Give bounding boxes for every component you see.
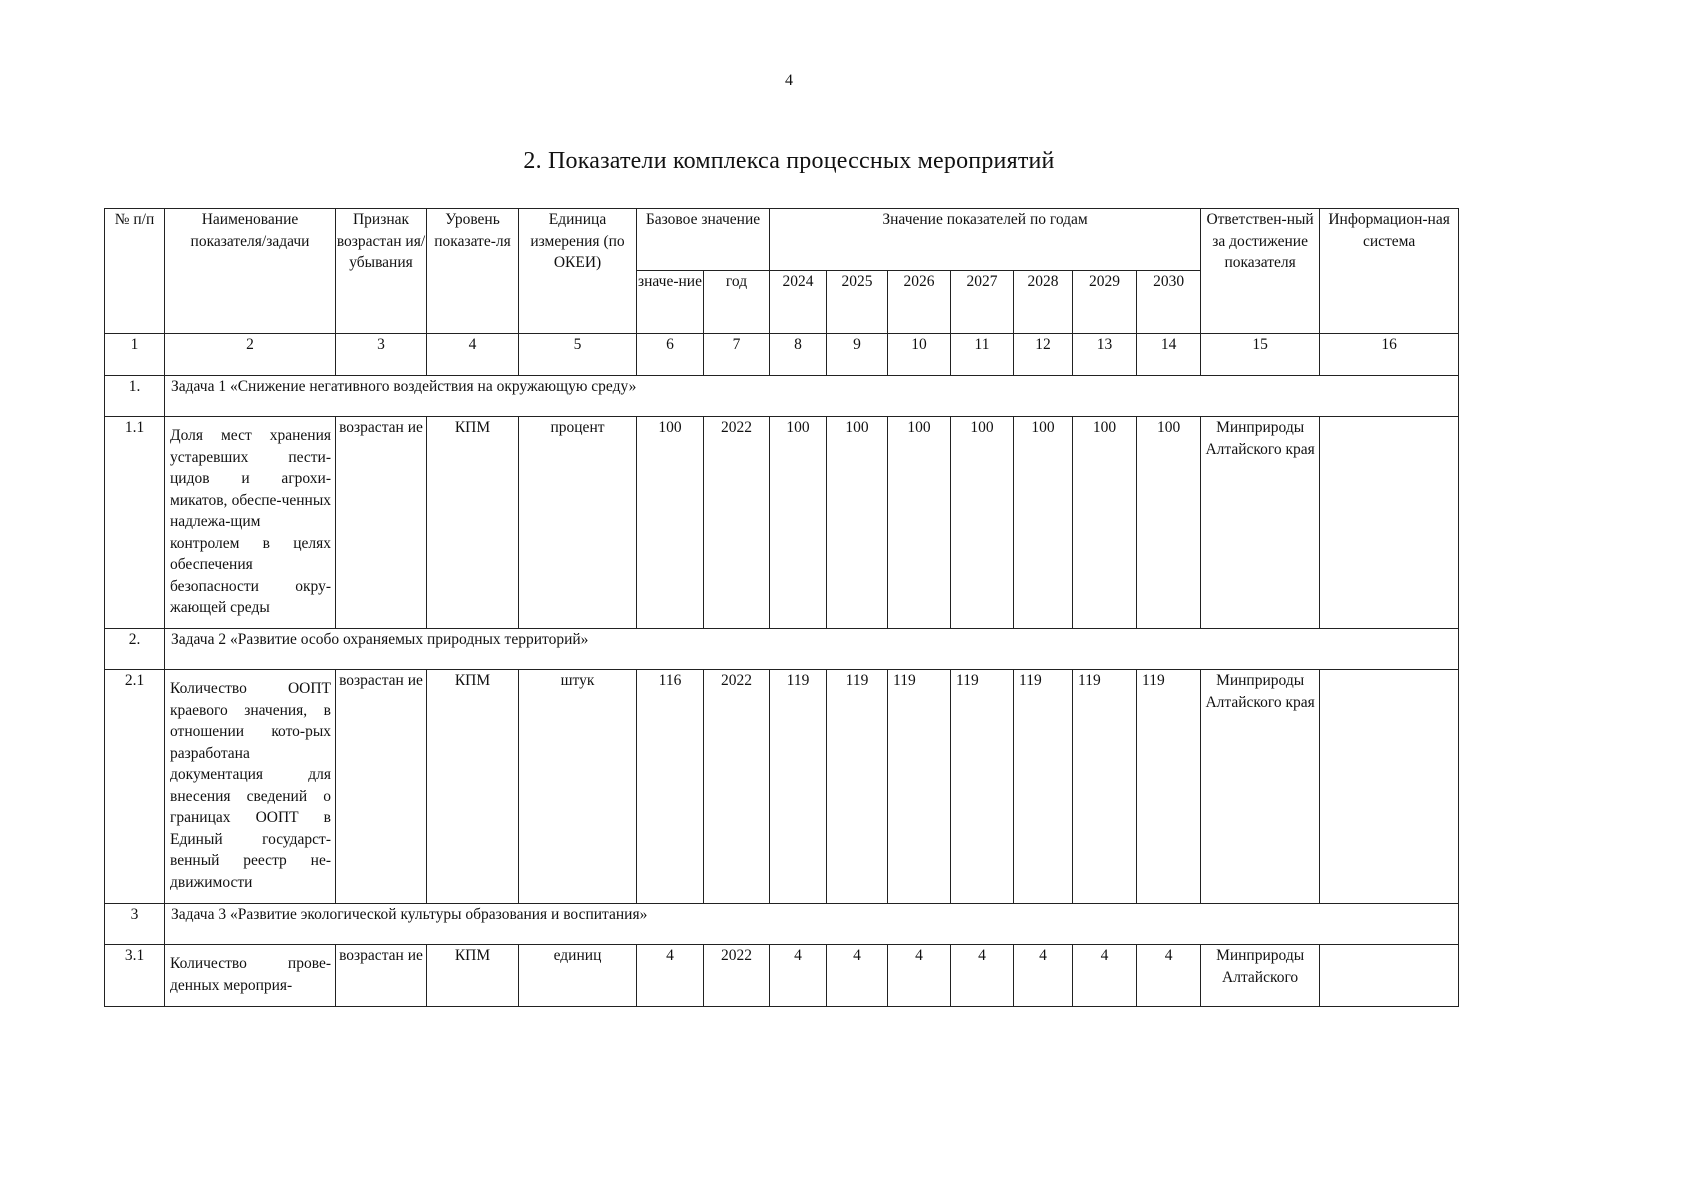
indicator-level: КПМ [427,417,519,629]
indicator-base-value: 4 [637,945,704,1007]
indicator-base-value: 116 [637,670,704,904]
indicator-row [105,945,1459,1007]
task-title: Задача 1 «Снижение негативного воздействия на окружающую среду» [165,376,1459,417]
indicator-name: Количество ООПТ краевого значения, в отношении кото-рых разработана документация для внесения сведений о границах ООПТ в Единый государст-венный реестр не-движимости [165,670,336,904]
column-number: 10 [888,334,951,376]
task-title: Задача 2 «Развитие особо охраняемых природных территорий» [165,629,1459,670]
column-number: 15 [1201,334,1320,376]
header-name: Наименование показателя/задачи [165,209,336,334]
header-info-system: Информацион-ная система [1320,209,1459,334]
header-year: 2028 [1014,271,1073,334]
indicator-name: Количество прове-денных мероприя- [165,945,336,1007]
indicator-value: 119 [888,670,951,904]
column-number: 11 [951,334,1014,376]
indicator-value: 4 [888,945,951,1007]
indicator-value: 4 [951,945,1014,1007]
task-row [105,376,1459,417]
header-year: 2027 [951,271,1014,334]
indicator-level: КПМ [427,670,519,904]
column-number: 6 [637,334,704,376]
task-number: 3 [105,904,165,945]
header-base: Базовое значение [637,209,770,271]
page-title: 2. Показатели комплекса процессных мероприятий [523,148,1055,174]
indicator-row [105,670,1459,904]
indicator-value: 119 [1137,670,1201,904]
indicator-responsible: Минприроды Алтайского края [1201,670,1320,904]
column-number: 8 [770,334,827,376]
indicator-value: 100 [1073,417,1137,629]
indicators-table [104,208,1459,1007]
task-row [105,904,1459,945]
task-title: Задача 3 «Развитие экологической культуры образования и воспитания» [165,904,1459,945]
task-number: 2. [105,629,165,670]
indicator-number: 1.1 [105,417,165,629]
task-number: 1. [105,376,165,417]
header-row [105,209,1459,271]
indicator-base-year: 2022 [704,945,770,1007]
column-number: 7 [704,334,770,376]
indicator-level: КПМ [427,945,519,1007]
indicator-row [105,417,1459,629]
column-number: 9 [827,334,888,376]
column-number: 3 [336,334,427,376]
indicator-value: 4 [770,945,827,1007]
header-year: 2025 [827,271,888,334]
column-number: 12 [1014,334,1073,376]
indicator-value: 100 [1014,417,1073,629]
indicator-base-year: 2022 [704,670,770,904]
header-base-value: значе-ние [637,271,704,334]
indicator-value: 119 [951,670,1014,904]
column-number: 4 [427,334,519,376]
indicator-unit: процент [519,417,637,629]
indicator-value: 119 [827,670,888,904]
header-year: 2024 [770,271,827,334]
header-year: 2029 [1073,271,1137,334]
indicator-info-system [1320,417,1459,629]
indicator-trend: возрастан ие [336,417,427,629]
indicator-responsible: Минприроды Алтайского края [1201,417,1320,629]
indicator-value: 119 [770,670,827,904]
header-trend: Признак возрастан ия/ убывания [336,209,427,334]
indicator-base-year: 2022 [704,417,770,629]
column-number-row [105,334,1459,376]
indicator-info-system [1320,670,1459,904]
header-unit: Единица измерения (по ОКЕИ) [519,209,637,334]
indicator-name: Доля мест хранения устаревших пести-цидов и агрохи-микатов, обеспе-ченных надлежа-щим контролем в целях обеспечения безопасности окру-жающей среды [165,417,336,629]
indicator-responsible: Минприроды Алтайского [1201,945,1320,1007]
indicator-value: 100 [888,417,951,629]
page-number: 4 [785,72,793,89]
indicator-value: 100 [951,417,1014,629]
column-number: 5 [519,334,637,376]
indicator-trend: возрастан ие [336,670,427,904]
header-year: 2030 [1137,271,1201,334]
indicator-value: 100 [827,417,888,629]
indicator-value: 119 [1014,670,1073,904]
indicator-value: 100 [1137,417,1201,629]
indicator-value: 4 [1073,945,1137,1007]
column-number: 1 [105,334,165,376]
indicator-value: 4 [1137,945,1201,1007]
header-level: Уровень показате-ля [427,209,519,334]
indicator-value: 4 [827,945,888,1007]
column-number: 2 [165,334,336,376]
indicator-base-value: 100 [637,417,704,629]
indicator-info-system [1320,945,1459,1007]
indicator-unit: единиц [519,945,637,1007]
column-number: 13 [1073,334,1137,376]
indicator-value: 4 [1014,945,1073,1007]
indicator-unit: штук [519,670,637,904]
header-no: № п/п [105,209,165,334]
task-row [105,629,1459,670]
header-values-by-year: Значение показателей по годам [770,209,1201,271]
column-number: 14 [1137,334,1201,376]
indicator-number: 2.1 [105,670,165,904]
column-number: 16 [1320,334,1459,376]
indicator-trend: возрастан ие [336,945,427,1007]
indicator-value: 119 [1073,670,1137,904]
indicator-number: 3.1 [105,945,165,1007]
header-base-year: год [704,271,770,334]
indicator-value: 100 [770,417,827,629]
header-year: 2026 [888,271,951,334]
header-responsible: Ответствен-ный за достижение показателя [1201,209,1320,334]
